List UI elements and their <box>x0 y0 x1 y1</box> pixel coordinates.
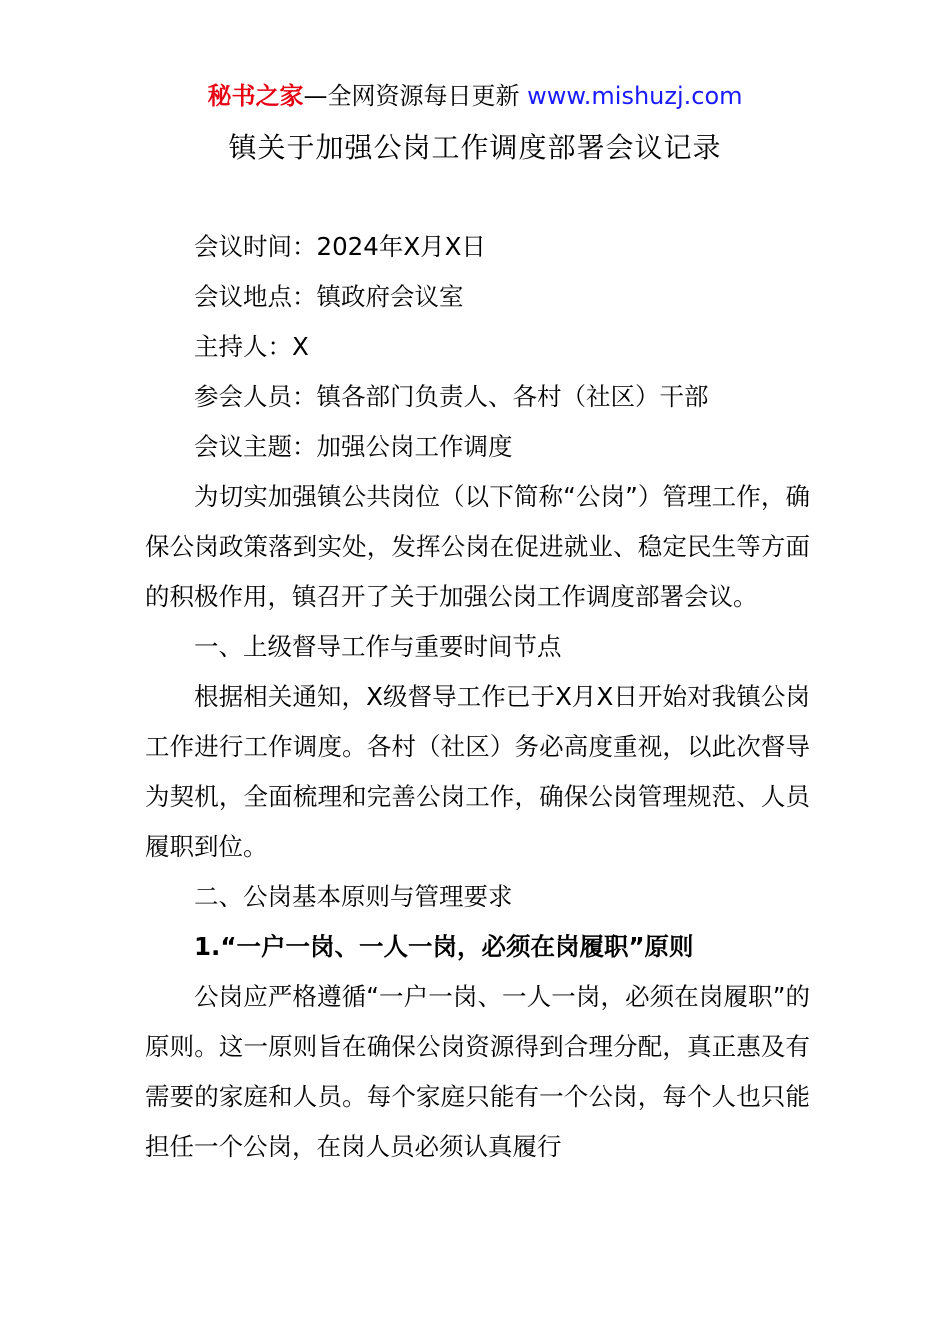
subsection-1-heading: 1.“一户一岗、一人一岗，必须在岗履职”原则 <box>194 932 694 961</box>
meeting-attendees: 参会人员：镇各部门负责人、各村（社区）干部 <box>194 382 709 411</box>
document-body <box>145 222 810 1172</box>
intro-paragraph: 为切实加强镇公共岗位（以下简称“公岗”）管理工作，确保公岗政策落到实处，发挥公岗在促进就业、稳定民生等方面的积极作用，镇召开了关于加强公岗工作调度部署会议。 <box>145 482 810 611</box>
site-url-link[interactable]: www.mishuzj.com <box>527 82 743 110</box>
section-2-heading: 二、公岗基本原则与管理要求 <box>194 882 513 911</box>
meeting-place: 会议地点：镇政府会议室 <box>194 282 464 311</box>
section-1-paragraph: 根据相关通知，X级督导工作已于X月X日开始对我镇公岗工作进行工作调度。各村（社区）务必高度重视，以此次督导为契机，全面梳理和完善公岗工作，确保公岗管理规范、人员履职到位。 <box>145 682 810 861</box>
header-tagline: —全网资源每日更新 <box>303 82 528 110</box>
meeting-time: 会议时间：2024年X月X日 <box>194 232 486 261</box>
meeting-topic: 会议主题：加强公岗工作调度 <box>194 432 513 461</box>
section-1-heading: 一、上级督导工作与重要时间节点 <box>194 632 562 661</box>
meeting-host: 主持人：X <box>194 332 309 361</box>
subsection-1-paragraph: 公岗应严格遵循“一户一岗、一人一岗，必须在岗履职”的原则。这一原则旨在确保公岗资源得到合理分配，真正惠及有需要的家庭和人员。每个家庭只能有一个公岗，每个人也只能担任一个公岗，在岗人员必须认真履行 <box>145 982 810 1161</box>
brand-name: 秘书之家 <box>207 82 304 110</box>
document-title: 镇关于加强公岗工作调度部署会议记录 <box>228 131 722 164</box>
site-header <box>0 80 950 112</box>
